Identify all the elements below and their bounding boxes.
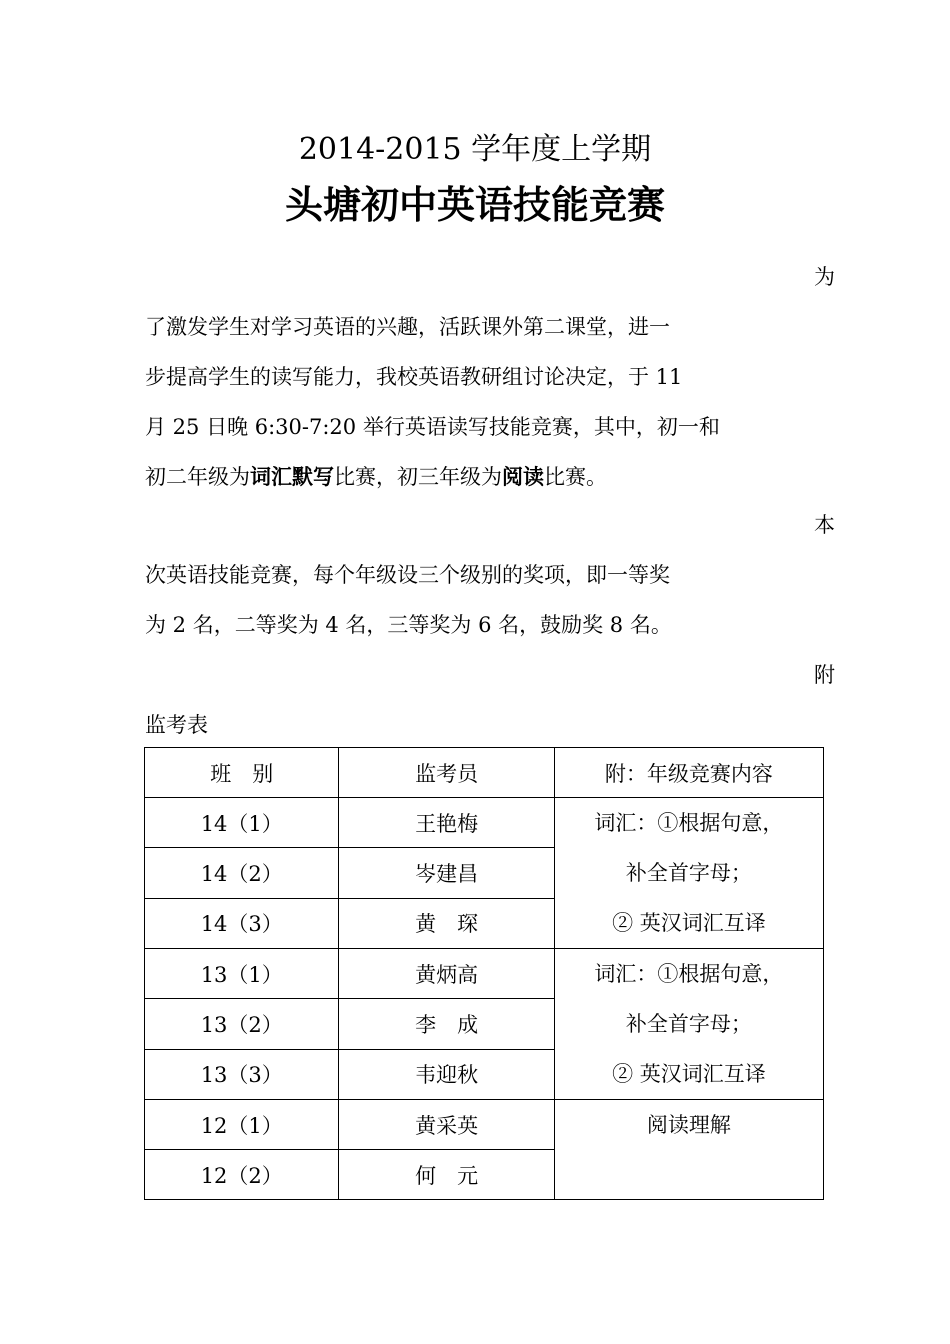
cell-class: 13（1） [145,949,339,999]
cell-content-grade13 [554,949,823,1100]
document-title: 头塘初中英语技能竞赛 [284,182,665,227]
bold-text-reading: 阅读 [502,464,544,489]
paragraph-awards [145,500,835,650]
header-proctor: 监考员 [339,748,554,798]
paragraph-lead: 附 [814,663,835,687]
text-run: 比赛。 [544,465,607,489]
cell-proctor: 韦迎秋 [339,1049,554,1099]
paragraph-lead: 本 [814,513,835,537]
paragraph-line: 了激发学生对学习英语的兴趣，活跃课外第二课堂，进一 [145,315,670,339]
cell-proctor: 王艳梅 [339,798,554,848]
header-content: 附：年级竞赛内容 [554,748,823,798]
paragraph-lead: 为 [814,265,835,289]
cell-class: 13（2） [145,999,339,1049]
cell-class: 14（3） [145,898,339,948]
paragraph-line: 次英语技能竞赛，每个年级设三个级别的奖项，即一等奖 [145,563,670,587]
content-line: ② 英汉词汇互译 [612,1062,766,1086]
content-line: 补全首字母； [625,1012,752,1036]
text-run: 初二年级为 [145,465,250,489]
content-line: 补全首字母； [625,861,752,885]
text-run: 比赛，初三年级为 [334,465,502,489]
table-row [145,1100,824,1150]
paragraph-line: 为 2 名，二等奖为 4 名，三等奖为 6 名，鼓励奖 8 名。 [145,613,672,637]
cell-class: 13（3） [145,1049,339,1099]
paragraph-line: 步提高学生的读写能力，我校英语教研组讨论决定，于 11 [145,365,683,389]
cell-class: 14（1） [145,798,339,848]
content-line: 词汇：①根据句意， [594,811,784,835]
cell-proctor: 黄 琛 [339,898,554,948]
table-row [145,949,824,999]
content-line: ② 英汉词汇互译 [612,911,766,935]
header-class: 班 别 [145,748,339,798]
cell-class: 12（1） [145,1100,339,1150]
proctor-table [144,747,824,1200]
paragraph-line: 月 25 日晚 6:30-7:20 举行英语读写技能竞赛，其中，初一和 [145,415,720,439]
content-line: 阅读理解 [646,1113,731,1137]
cell-class: 12（2） [145,1150,339,1200]
document-subtitle: 2014-2015 学年度上学期 [298,132,652,167]
paragraph-line [145,452,835,502]
cell-class: 14（2） [145,848,339,898]
cell-proctor: 黄采英 [339,1100,554,1150]
cell-proctor: 李 成 [339,999,554,1049]
cell-content-grade14 [554,798,823,949]
content-line: 词汇：①根据句意， [594,962,784,986]
cell-proctor: 黄炳高 [339,949,554,999]
table-header-row [145,748,824,798]
paragraph-appendix [145,650,835,750]
cell-content-grade12 [554,1100,823,1200]
cell-proctor: 岑建昌 [339,848,554,898]
cell-proctor: 何 元 [339,1150,554,1200]
paragraph-line: 监考表 [145,713,208,737]
paragraph-intro [145,252,835,502]
bold-text-vocab: 词汇默写 [250,464,334,489]
table-row [145,798,824,848]
